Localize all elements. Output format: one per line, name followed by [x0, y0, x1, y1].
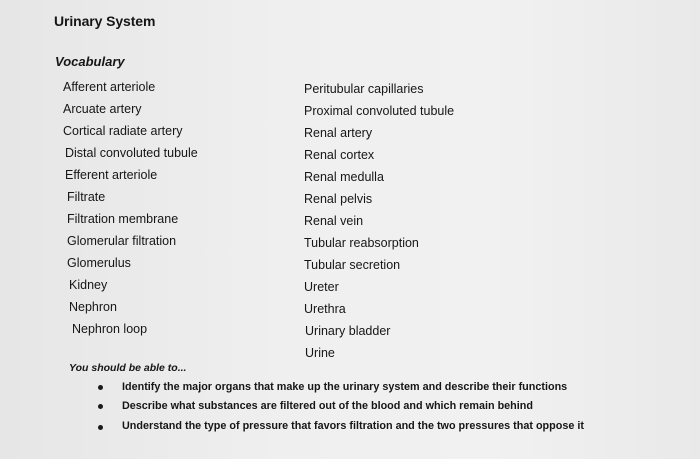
objective-text: Understand the type of pressure that favors filtration and the two pressures that oppose it [122, 420, 584, 432]
vocab-term: Kidney [69, 278, 108, 292]
vocab-term: Renal artery [304, 126, 373, 140]
vocab-term: Peritubular capillaries [304, 82, 424, 96]
vocab-term: Nephron [69, 300, 117, 314]
vocab-term: Renal cortex [304, 148, 375, 162]
vocab-term: Ureter [304, 280, 339, 294]
objectives-heading: You should be able to... [69, 362, 187, 374]
vocab-term: Proximal convoluted tubule [304, 104, 455, 118]
bullet-icon [98, 425, 103, 430]
vocab-term: Renal pelvis [304, 192, 373, 206]
vocab-term: Renal vein [304, 214, 364, 228]
vocab-term: Glomerulus [67, 256, 131, 270]
vocab-term: Filtrate [67, 190, 106, 204]
vocab-term: Glomerular filtration [67, 234, 177, 248]
bullet-icon [98, 404, 103, 409]
vocabulary-heading: Vocabulary [55, 54, 125, 69]
vocab-term: Tubular reabsorption [304, 236, 419, 250]
vocab-term: Distal convoluted tubule [65, 146, 198, 160]
objective-item [98, 397, 688, 416]
vocab-term: Urethra [304, 302, 346, 316]
vocab-term: Urine [305, 346, 335, 360]
objective-item [98, 378, 688, 397]
objective-item [98, 418, 632, 435]
vocab-term: Urinary bladder [305, 324, 391, 338]
bullet-icon [98, 385, 103, 390]
vocab-term: Filtration membrane [67, 212, 179, 226]
objective-text: Identify the major organs that make up the urinary system and describe their functions [122, 381, 568, 393]
vocabulary-right-column [304, 81, 454, 367]
vocab-term: Efferent arteriole [65, 168, 158, 182]
objective-text: Describe what substances are filtered out of the blood and which remain behind [122, 400, 533, 412]
vocab-term: Arcuate artery [63, 102, 142, 116]
vocabulary-left-column [63, 79, 198, 343]
objectives-list [98, 378, 688, 435]
vocab-term: Cortical radiate artery [63, 124, 183, 138]
vocab-term: Renal medulla [304, 170, 384, 184]
page-title: Urinary System [54, 13, 156, 29]
vocab-term: Nephron loop [72, 322, 148, 336]
vocab-term: Afferent arteriole [63, 80, 156, 94]
vocab-term: Tubular secretion [304, 258, 401, 272]
